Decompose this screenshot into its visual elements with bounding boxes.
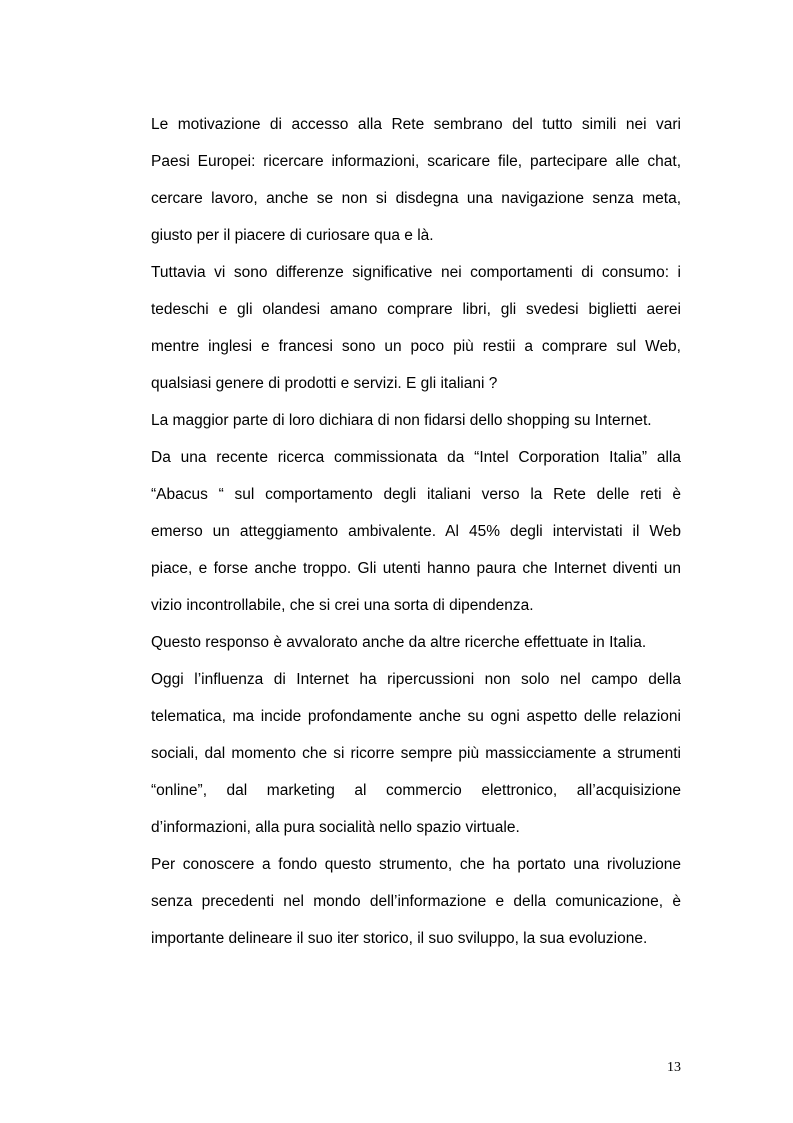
text-line: sociali, dal momento che si ricorre sempre più massicciamente a strumenti xyxy=(151,745,681,762)
text-line: d’informazioni, alla pura socialità nello spazio virtuale. xyxy=(151,819,520,836)
text-line: senza precedenti nel mondo dell’informazione e della comunicazione, è xyxy=(151,893,681,910)
paragraph-shopping-distrust xyxy=(151,402,681,439)
text-line: giusto per il piacere di curiosare qua e là. xyxy=(151,227,434,244)
text-line: cercare lavoro, anche se non si disdegna una navigazione senza meta, xyxy=(151,190,681,207)
text-line: piace, e forse anche troppo. Gli utenti hanno paura che Internet diventi un xyxy=(151,560,681,577)
text-line: telematica, ma incide profondamente anche su ogni aspetto delle relazioni xyxy=(151,708,681,725)
page-number: 13 xyxy=(667,1060,681,1075)
paragraph-consumption-differences xyxy=(151,254,681,402)
text-line: importante delineare il suo iter storico, il suo sviluppo, la sua evoluzione. xyxy=(151,930,648,947)
text-line: Per conoscere a fondo questo strumento, che ha portato una rivoluzione xyxy=(151,856,681,873)
text-line: Da una recente ricerca commissionata da “Intel Corporation Italia” alla xyxy=(151,449,681,466)
paragraph-historical-path xyxy=(151,846,681,957)
text-line: Questo responso è avvalorato anche da altre ricerche effettuate in Italia. xyxy=(151,634,647,651)
paragraph-access-motivations xyxy=(151,106,681,254)
body-text xyxy=(151,106,681,957)
text-line: Tuttavia vi sono differenze significative nei comportamenti di consumo: i xyxy=(151,264,681,281)
text-line: Le motivazione di accesso alla Rete sembrano del tutto simili nei vari xyxy=(151,116,681,133)
paragraph-internet-influence xyxy=(151,661,681,846)
text-line: La maggior parte di loro dichiara di non fidarsi dello shopping su Internet. xyxy=(151,412,652,429)
text-line: qualsiasi genere di prodotti e servizi. E gli italiani ? xyxy=(151,375,498,392)
text-line: emerso un atteggiamento ambivalente. Al 45% degli intervistati il Web xyxy=(151,523,681,540)
text-line: tedeschi e gli olandesi amano comprare libri, gli svedesi biglietti aerei xyxy=(151,301,681,318)
paragraph-intel-research xyxy=(151,439,681,624)
text-line: Paesi Europei: ricercare informazioni, scaricare file, partecipare alle chat, xyxy=(151,153,681,170)
text-line: Oggi l’influenza di Internet ha ripercussioni non solo nel campo della xyxy=(151,671,681,688)
paragraph-response-confirmed xyxy=(151,624,681,661)
text-line: vizio incontrollabile, che si crei una sorta di dipendenza. xyxy=(151,597,534,614)
text-line: mentre inglesi e francesi sono un poco più restii a comprare sul Web, xyxy=(151,338,681,355)
text-line: “online”, dal marketing al commercio elettronico, all’acquisizione xyxy=(151,782,681,799)
text-line: “Abacus “ sul comportamento degli italiani verso la Rete delle reti è xyxy=(151,486,681,503)
